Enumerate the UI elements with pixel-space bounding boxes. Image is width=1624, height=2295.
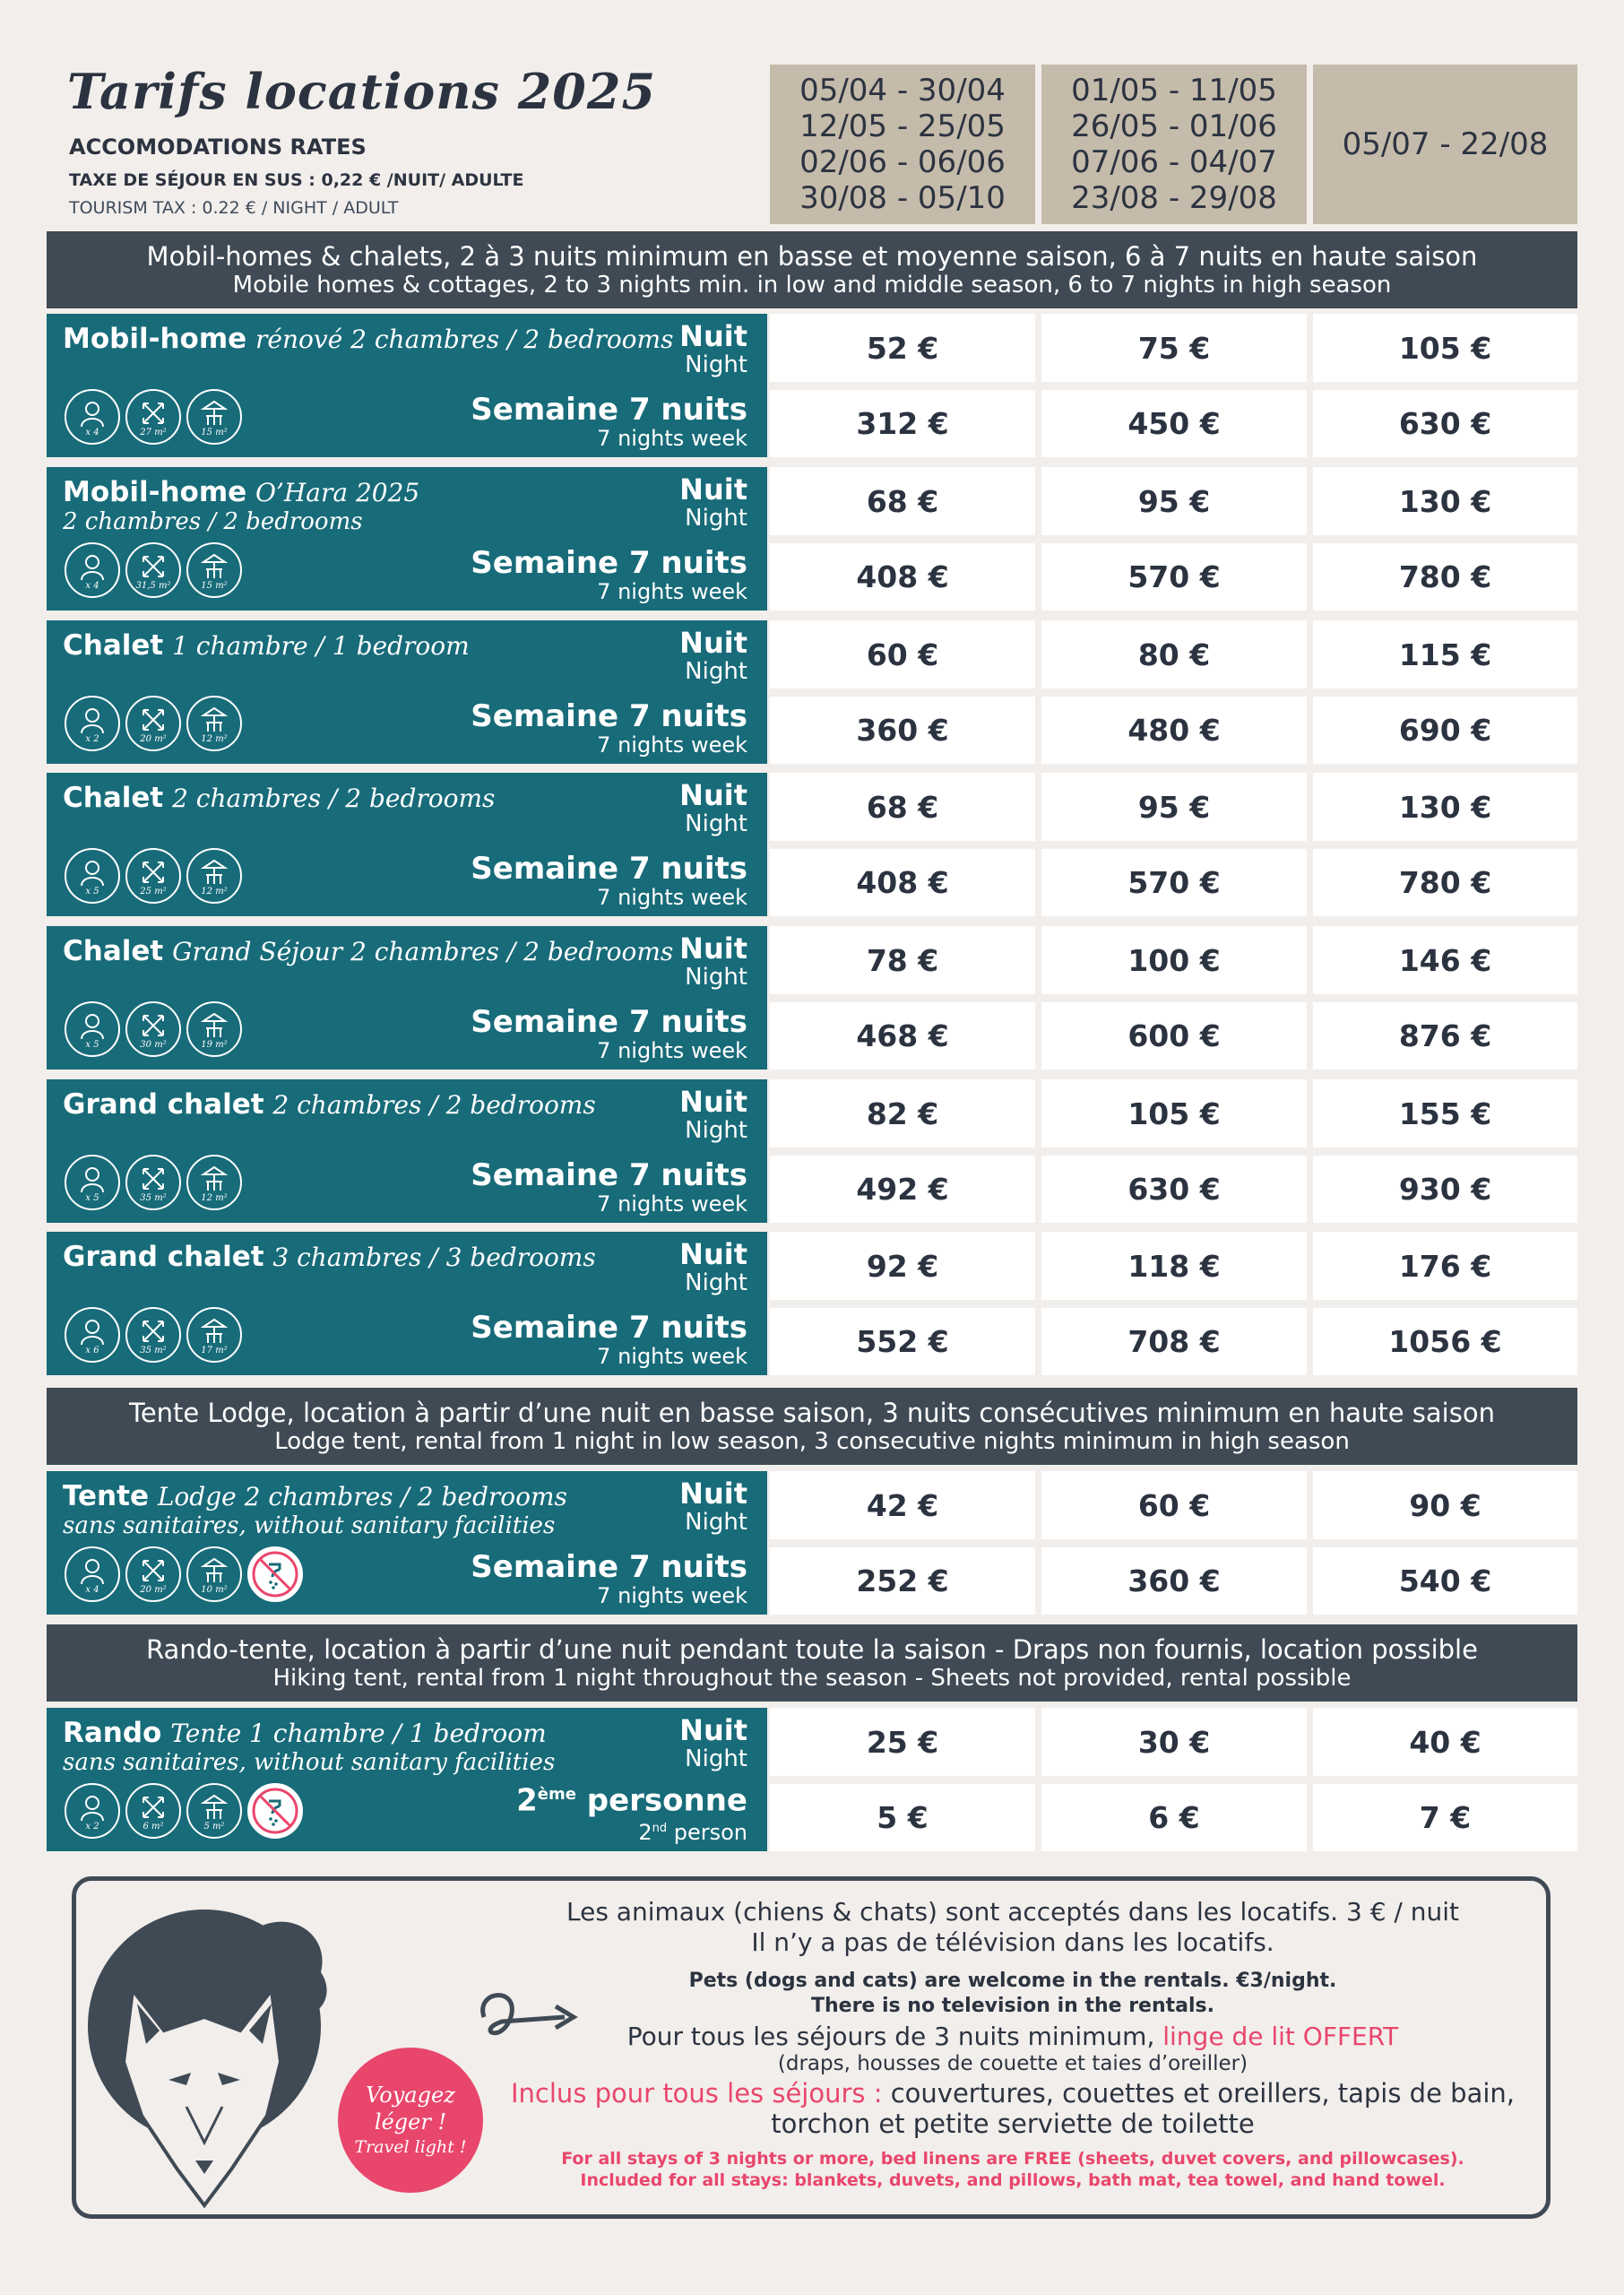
rental-name-line2: sans sanitaires, without sanitary facilities	[63, 1512, 556, 1539]
price-week: 1056 €	[1313, 1308, 1577, 1375]
section-bar-hiking-tent	[47, 1624, 1577, 1702]
info-text: couvertures, couettes et oreillers, tapis de bain,	[890, 2078, 1515, 2109]
night-label-fr: Nuit	[679, 472, 747, 507]
icon-caption: x 2	[85, 734, 99, 744]
surface-area-icon	[125, 696, 181, 751]
price-night: 176 €	[1313, 1232, 1577, 1300]
terrace-icon	[186, 542, 242, 598]
linen-info-fr	[502, 2022, 1524, 2076]
night-label	[679, 474, 747, 532]
terrace-icon	[186, 1155, 242, 1210]
icon-caption: 35 m²	[140, 1193, 167, 1203]
icon-caption: 25 m²	[140, 887, 167, 896]
icon-caption: x 4	[85, 428, 99, 437]
price-second-person: 6 €	[1041, 1784, 1307, 1851]
night-label-en: Night	[685, 658, 747, 685]
icon-caption: 10 m²	[201, 1585, 228, 1595]
rental-label	[47, 620, 767, 764]
info-highlight: Inclus pour tous les séjours :	[511, 2078, 891, 2109]
week-label-en: 7 nights week	[597, 1344, 747, 1369]
week-label-en: 7 nights week	[597, 885, 747, 910]
rental-name-detail: 3 chambres / 3 bedrooms	[272, 1243, 596, 1272]
rental-name-main: Chalet	[63, 782, 164, 814]
terrace-icon	[186, 389, 242, 445]
week-label	[471, 1005, 747, 1062]
price-second-person: 7 €	[1313, 1784, 1577, 1851]
price-night: 30 €	[1041, 1708, 1307, 1776]
person-capacity-icon	[65, 389, 120, 445]
price-week: 780 €	[1313, 543, 1577, 611]
terrace-icon	[186, 1001, 242, 1057]
terrace-icon	[186, 696, 242, 751]
night-label-fr: Nuit	[679, 1477, 747, 1511]
info-line: (draps, housses de couette et taies d’oreiller)	[777, 2052, 1248, 2075]
rental-name-main: Chalet	[63, 629, 164, 662]
rental-name	[63, 629, 470, 663]
icon-caption: x 4	[85, 581, 99, 591]
section-text-en: Lodge tent, rental from 1 night in low season, 3 consecutive nights minimum in high season	[274, 1428, 1350, 1455]
week-label-fr: Semaine 7 nuits	[471, 698, 747, 734]
price-night: 92 €	[770, 1232, 1035, 1300]
no-shower-icon	[247, 1783, 303, 1839]
page-subtitle: ACCOMODATIONS RATES	[69, 134, 367, 160]
feature-icons	[65, 696, 242, 751]
wolf-illustration	[70, 1874, 339, 2214]
terrace-icon	[186, 1783, 242, 1839]
week-label-fr: Semaine 7 nuits	[471, 1549, 747, 1585]
price-night: 78 €	[770, 926, 1035, 994]
price-week: 540 €	[1313, 1547, 1577, 1615]
price-night: 52 €	[770, 314, 1035, 382]
rental-name	[63, 782, 495, 815]
night-label-en: Night	[685, 351, 747, 378]
feature-icons	[65, 542, 242, 598]
week-label-en: 7 nights week	[597, 732, 747, 758]
price-week: 492 €	[770, 1156, 1035, 1223]
week-label-en: 7 nights week	[597, 579, 747, 604]
price-week: 360 €	[770, 697, 1035, 764]
section-bar-mobil-homes	[47, 231, 1577, 308]
icon-caption: x 6	[85, 1346, 99, 1355]
second-person-label	[516, 1778, 747, 1844]
week-label-en: 7 nights week	[597, 1583, 747, 1608]
price-week: 630 €	[1041, 1156, 1307, 1223]
rental-label	[47, 1471, 767, 1615]
rental-name-detail: Grand Séjour 2 chambres / 2 bedrooms	[172, 937, 674, 966]
person-capacity-icon	[65, 1155, 120, 1210]
week-label-en: 7 nights week	[597, 426, 747, 451]
badge-text: Voyagez	[366, 2083, 455, 2108]
night-label-en: Night	[685, 1117, 747, 1144]
price-week: 408 €	[770, 543, 1035, 611]
price-night: 105 €	[1313, 314, 1577, 382]
second-en-sup: nd	[652, 1822, 668, 1835]
included-info-fr	[502, 2078, 1524, 2139]
season-date: 07/06 - 04/07	[1071, 144, 1277, 180]
icon-caption: 15 m²	[201, 581, 228, 591]
price-week: 570 €	[1041, 849, 1307, 916]
night-label	[679, 1478, 747, 1536]
night-label-en: Night	[685, 964, 747, 991]
rental-name-main: Tente	[63, 1480, 149, 1512]
night-label	[679, 1715, 747, 1772]
second-fr-num: 2	[516, 1782, 538, 1818]
week-label-fr: Semaine 7 nuits	[471, 851, 747, 887]
season-header-high	[1313, 65, 1577, 224]
surface-area-icon	[125, 1546, 181, 1602]
price-week: 480 €	[1041, 697, 1307, 764]
price-night: 155 €	[1313, 1079, 1577, 1148]
rental-name-main: Rando	[63, 1717, 162, 1749]
icon-caption: 12 m²	[201, 734, 228, 744]
rental-name-main: Chalet	[63, 935, 164, 967]
icon-caption: 6 m²	[143, 1822, 164, 1832]
feature-icons	[65, 1155, 242, 1210]
price-week: 450 €	[1041, 390, 1307, 457]
info-line: Il n’y a pas de télévision dans les locatifs.	[751, 1927, 1274, 1957]
icon-caption: 15 m²	[201, 428, 228, 437]
price-week: 468 €	[770, 1002, 1035, 1070]
no-shower-icon	[247, 1546, 303, 1602]
info-line: Included for all stays: blankets, duvets, and pillows, bath mat, tea towel, and hand towel.	[580, 2170, 1446, 2190]
info-line: torchon et petite serviette de toilette	[771, 2109, 1255, 2139]
night-label	[679, 1087, 747, 1144]
rental-label	[47, 926, 767, 1070]
icon-caption: 5 m²	[203, 1822, 225, 1832]
night-label-fr: Nuit	[679, 626, 747, 660]
price-night: 146 €	[1313, 926, 1577, 994]
price-week: 780 €	[1313, 849, 1577, 916]
surface-area-icon	[125, 1155, 181, 1210]
rental-name	[63, 476, 419, 509]
rental-name	[63, 323, 673, 356]
season-date: 05/07 - 22/08	[1342, 126, 1549, 162]
badge-text: léger !	[374, 2109, 447, 2135]
icon-caption: x 5	[85, 1193, 99, 1203]
price-week: 570 €	[1041, 543, 1307, 611]
price-night: 95 €	[1041, 467, 1307, 535]
section-text-fr: Rando-tente, location à partir d’une nuit pendant toute la saison - Draps non fournis, location possible	[146, 1634, 1478, 1665]
info-line: There is no television in the rentals.	[810, 1995, 1214, 2017]
tourism-tax-en: TOURISM TAX : 0.22 € / NIGHT / ADULT	[69, 198, 399, 218]
rental-name-detail: rénové 2 chambres / 2 bedrooms	[255, 325, 674, 354]
price-night: 130 €	[1313, 773, 1577, 841]
night-label	[679, 628, 747, 685]
travel-light-badge	[338, 2048, 483, 2193]
price-night: 82 €	[770, 1079, 1035, 1148]
price-week: 708 €	[1041, 1308, 1307, 1375]
night-label	[679, 780, 747, 837]
week-label	[471, 393, 747, 450]
icon-caption: 27 m²	[140, 428, 167, 437]
week-label	[471, 699, 747, 757]
section-text-en: Mobile homes & cottages, 2 to 3 nights min. in low and middle season, 6 to 7 nights in high season	[232, 272, 1392, 299]
night-label-fr: Nuit	[679, 778, 747, 812]
rental-name-detail: O’Hara 2025	[255, 478, 420, 507]
week-label-fr: Semaine 7 nuits	[471, 1157, 747, 1193]
icon-caption: 30 m²	[140, 1040, 167, 1050]
icon-caption: 20 m²	[140, 1585, 167, 1595]
season-date: 01/05 - 11/05	[1071, 73, 1277, 108]
rental-label	[47, 314, 767, 457]
price-night: 60 €	[1041, 1471, 1307, 1539]
rental-label	[47, 1708, 767, 1851]
season-date: 05/04 - 30/04	[799, 73, 1006, 108]
rental-name-main: Grand chalet	[63, 1241, 264, 1273]
night-label-fr: Nuit	[679, 1713, 747, 1747]
week-label	[471, 1311, 747, 1368]
feature-icons	[65, 1546, 303, 1602]
info-line: Pets (dogs and cats) are welcome in the rentals. €3/night.	[688, 1970, 1337, 1992]
night-label-en: Night	[685, 1509, 747, 1536]
page-title: Tarifs locations 2025	[67, 63, 657, 120]
rental-name	[63, 1241, 596, 1274]
season-date: 02/06 - 06/06	[799, 144, 1006, 180]
second-en-word: person	[673, 1820, 747, 1845]
icon-caption: x 5	[85, 1040, 99, 1050]
rental-name-line2: sans sanitaires, without sanitary facilities	[63, 1749, 556, 1776]
night-label-fr: Nuit	[679, 931, 747, 966]
season-date: 23/08 - 29/08	[1071, 180, 1277, 216]
section-text-fr: Tente Lodge, location à partir d’une nuit en basse saison, 3 nuits consécutives minimum en haute saison	[129, 1398, 1495, 1428]
price-week: 312 €	[770, 390, 1035, 457]
price-night: 118 €	[1041, 1232, 1307, 1300]
season-date: 30/08 - 05/10	[799, 180, 1006, 216]
price-night: 105 €	[1041, 1079, 1307, 1148]
rental-name-detail: Tente 1 chambre / 1 bedroom	[170, 1719, 547, 1748]
night-label-en: Night	[685, 505, 747, 532]
icon-caption: 19 m²	[201, 1040, 228, 1050]
info-highlight: linge de lit OFFERT	[1162, 2022, 1399, 2051]
price-night: 68 €	[770, 773, 1035, 841]
info-text: Pour tous les séjours de 3 nuits minimum,	[626, 2022, 1163, 2051]
rental-name-main: Mobil-home	[63, 323, 247, 355]
person-capacity-icon	[65, 1001, 120, 1057]
season-date: 12/05 - 25/05	[799, 108, 1006, 144]
pets-info-en	[502, 1969, 1524, 2019]
price-week: 360 €	[1041, 1547, 1307, 1615]
rental-label	[47, 1232, 767, 1375]
price-night: 60 €	[770, 620, 1035, 688]
rental-name-main: Mobil-home	[63, 476, 247, 508]
price-night: 68 €	[770, 467, 1035, 535]
night-label	[679, 321, 747, 378]
surface-area-icon	[125, 1001, 181, 1057]
price-week: 552 €	[770, 1308, 1035, 1375]
price-week: 876 €	[1313, 1002, 1577, 1070]
second-fr-sup: ème	[537, 1784, 576, 1804]
price-night: 75 €	[1041, 314, 1307, 382]
surface-area-icon	[125, 1307, 181, 1363]
rental-label	[47, 1079, 767, 1223]
section-text-en: Hiking tent, rental from 1 night throughout the season - Sheets not provided, rental possible	[272, 1665, 1352, 1692]
terrace-icon	[186, 848, 242, 904]
night-label-en: Night	[685, 1745, 747, 1772]
night-label	[679, 933, 747, 991]
person-capacity-icon	[65, 1546, 120, 1602]
week-label	[471, 852, 747, 909]
rental-name-main: Grand chalet	[63, 1088, 264, 1121]
section-text-fr: Mobil-homes & chalets, 2 à 3 nuits minimum en basse et moyenne saison, 6 à 7 nuits en haute saison	[146, 241, 1478, 272]
terrace-icon	[186, 1307, 242, 1363]
icon-caption: 31,5 m²	[135, 581, 171, 591]
week-label-en: 7 nights week	[597, 1038, 747, 1063]
feature-icons	[65, 848, 242, 904]
price-week: 630 €	[1313, 390, 1577, 457]
rental-label	[47, 467, 767, 611]
week-label	[471, 546, 747, 603]
night-label-fr: Nuit	[679, 1085, 747, 1119]
rental-name	[63, 1717, 547, 1750]
surface-area-icon	[125, 1783, 181, 1839]
week-label-fr: Semaine 7 nuits	[471, 1004, 747, 1040]
price-night: 90 €	[1313, 1471, 1577, 1539]
rental-name-line2: 2 chambres / 2 bedrooms	[63, 508, 363, 535]
week-label-fr: Semaine 7 nuits	[471, 1310, 747, 1346]
surface-area-icon	[125, 542, 181, 598]
info-line: For all stays of 3 nights or more, bed linens are FREE (sheets, duvet covers, and pillowcases).	[561, 2149, 1464, 2169]
second-en-num: 2	[638, 1820, 652, 1845]
rental-label	[47, 773, 767, 916]
terrace-icon	[186, 1546, 242, 1602]
price-night: 25 €	[770, 1708, 1035, 1776]
icon-caption: x 5	[85, 887, 99, 896]
week-label-fr: Semaine 7 nuits	[471, 392, 747, 428]
icon-caption: 35 m²	[140, 1346, 167, 1355]
feature-icons	[65, 1001, 242, 1057]
night-label	[679, 1239, 747, 1296]
feature-icons	[65, 1307, 242, 1363]
night-label-fr: Nuit	[679, 319, 747, 353]
week-label-en: 7 nights week	[597, 1191, 747, 1217]
price-night: 42 €	[770, 1471, 1035, 1539]
rental-name-detail: Lodge 2 chambres / 2 bedrooms	[157, 1482, 567, 1511]
info-line: Les animaux (chiens & chats) sont acceptés dans les locatifs. 3 € / nuit	[566, 1897, 1459, 1927]
price-week: 408 €	[770, 849, 1035, 916]
season-header-low	[770, 65, 1035, 224]
season-date: 26/05 - 01/06	[1071, 108, 1277, 144]
week-label-fr: Semaine 7 nuits	[471, 545, 747, 581]
surface-area-icon	[125, 848, 181, 904]
icon-caption: x 2	[85, 1822, 99, 1832]
night-label-fr: Nuit	[679, 1237, 747, 1271]
season-header-middle	[1041, 65, 1307, 224]
price-night: 115 €	[1313, 620, 1577, 688]
surface-area-icon	[125, 389, 181, 445]
rental-name-detail: 2 chambres / 2 bedrooms	[272, 1090, 596, 1120]
second-fr-word: personne	[586, 1782, 747, 1818]
night-label-en: Night	[685, 1269, 747, 1296]
rental-name-detail: 2 chambres / 2 bedrooms	[172, 784, 496, 813]
price-week: 690 €	[1313, 697, 1577, 764]
badge-text: Travel light !	[354, 2137, 467, 2157]
price-second-person: 5 €	[770, 1784, 1035, 1851]
person-capacity-icon	[65, 848, 120, 904]
person-capacity-icon	[65, 542, 120, 598]
week-label	[471, 1550, 747, 1607]
price-week: 930 €	[1313, 1156, 1577, 1223]
rental-name-detail: 1 chambre / 1 bedroom	[172, 631, 470, 661]
icon-caption: 17 m²	[201, 1346, 228, 1355]
week-label	[471, 1158, 747, 1216]
rental-name	[63, 1480, 567, 1513]
price-week: 252 €	[770, 1547, 1035, 1615]
icon-caption: x 4	[85, 1585, 99, 1595]
night-label-en: Night	[685, 810, 747, 837]
price-night: 80 €	[1041, 620, 1307, 688]
feature-icons	[65, 389, 242, 445]
feature-icons	[65, 1783, 303, 1839]
icon-caption: 12 m²	[201, 1193, 228, 1203]
price-night: 130 €	[1313, 467, 1577, 535]
icon-caption: 12 m²	[201, 887, 228, 896]
price-night: 40 €	[1313, 1708, 1577, 1776]
price-night: 95 €	[1041, 773, 1307, 841]
pets-info-fr	[502, 1897, 1524, 1958]
price-week: 600 €	[1041, 1002, 1307, 1070]
icon-caption: 20 m²	[140, 734, 167, 744]
price-night: 100 €	[1041, 926, 1307, 994]
rental-name	[63, 1088, 596, 1122]
person-capacity-icon	[65, 1783, 120, 1839]
person-capacity-icon	[65, 696, 120, 751]
rental-name	[63, 935, 673, 968]
person-capacity-icon	[65, 1307, 120, 1363]
linen-info-en	[502, 2148, 1524, 2191]
section-bar-lodge-tent	[47, 1388, 1577, 1465]
tourism-tax-fr: TAXE DE SÉJOUR EN SUS : 0,22 € /NUIT/ ADULTE	[69, 170, 524, 190]
